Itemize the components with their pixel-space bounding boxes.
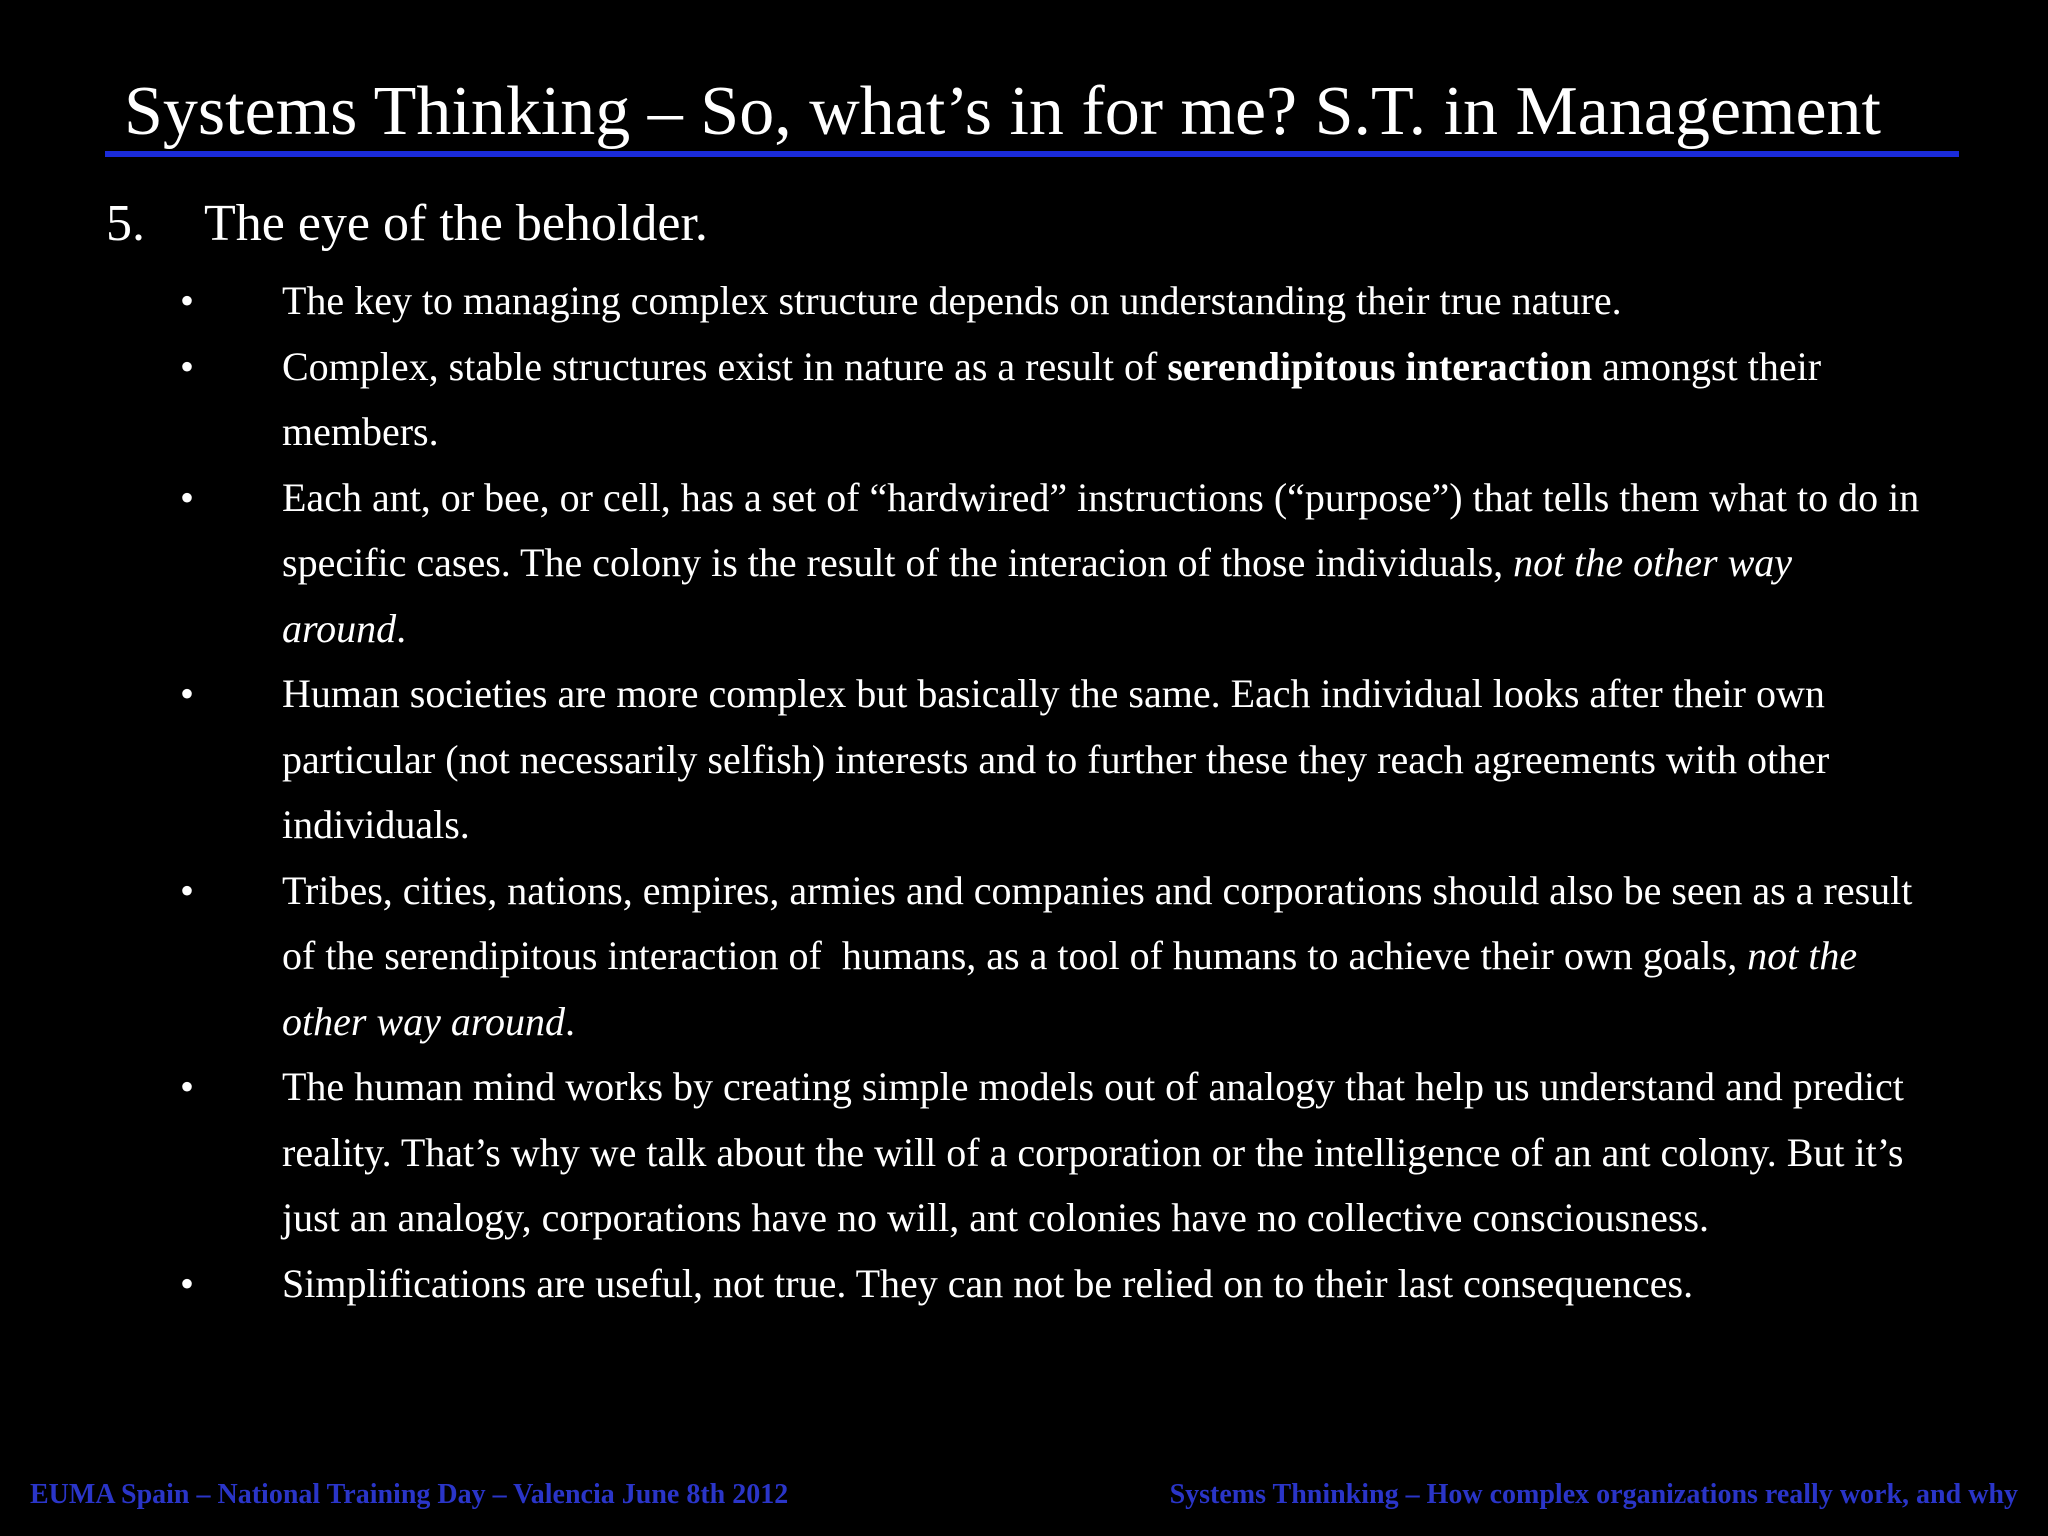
title-underline	[105, 151, 1959, 157]
section-heading: The eye of the beholder.	[204, 195, 708, 252]
bullet-text-part: amongst their members.	[282, 343, 1822, 454]
bullet-text	[282, 1054, 1922, 1251]
bullet-text-part: .	[564, 998, 575, 1044]
bullet-text-part: The key to managing complex structure depends on understanding their true nature.	[282, 278, 1622, 323]
bullet-marker: •	[180, 1260, 195, 1306]
bullet-item	[0, 1054, 2048, 1251]
bullet-item	[0, 465, 2048, 662]
bullet-marker: •	[180, 474, 195, 520]
bullet-list	[0, 268, 2048, 1316]
footer-presentation-title: Systems Thninking – How complex organizations really work, and why	[1169, 1479, 2018, 1510]
bullet-marker: •	[180, 1064, 195, 1109]
bullet-text-part: Complex, stable structures exist in nature as a result of	[282, 343, 1168, 389]
bullet-marker: •	[180, 343, 195, 389]
bullet-text	[282, 661, 1922, 858]
bullet-marker: •	[180, 867, 195, 913]
bullet-text	[282, 1251, 1922, 1317]
bullet-item	[0, 1251, 2048, 1317]
bullet-text-part: The human mind works by creating simple models out of analogy that help us understand and predict reality. That’s why we talk about the will of a corporation or the intelligence of an ant colony. But it’s just an analogy, corporations have no will, ant colonies have no collective consciousness.	[282, 1064, 1904, 1240]
bullet-text	[282, 465, 1922, 662]
bullet-emphasis-italic: not the other way around	[282, 540, 1793, 651]
footer-event-info: EUMA Spain – National Training Day – Valencia June 8th 2012	[30, 1479, 789, 1510]
bullet-text-part: .	[396, 605, 407, 651]
bullet-item	[0, 268, 2048, 334]
section-number: 5.	[106, 195, 145, 252]
bullet-text-part: Human societies are more complex but basically the same. Each individual looks after their own particular (not necessarily selfish) interests and to further these they reach agreements with other individuals.	[282, 671, 1830, 847]
bullet-marker: •	[180, 278, 195, 323]
bullet-text-part: Each ant, or bee, or cell, has a set of “hardwired” instructions (“purpose”) that tells them what to do in specific cases. The colony is the result of the interacion of those individuals,	[282, 474, 1920, 585]
bullet-text	[282, 334, 1922, 465]
bullet-text	[282, 858, 1922, 1055]
bullet-item	[0, 334, 2048, 465]
bullet-item	[0, 858, 2048, 1055]
bullet-marker: •	[180, 671, 195, 716]
bullet-emphasis-italic: not the other way around	[282, 933, 1858, 1044]
bullet-emphasis-bold: serendipitous interaction	[1167, 343, 1593, 389]
bullet-text	[282, 268, 1922, 334]
bullet-text-part: Simplifications are useful, not true. They can not be relied on to their last consequences.	[282, 1260, 1694, 1306]
bullet-text-part: Tribes, cities, nations, empires, armies and companies and corporations should also be seen as a result of the serendipitous interaction of humans, as a tool of humans to achieve their own goals,	[282, 867, 1913, 978]
bullet-item	[0, 661, 2048, 858]
slide-title: Systems Thinking – So, what’s in for me? S.T. in Management	[124, 73, 1881, 150]
